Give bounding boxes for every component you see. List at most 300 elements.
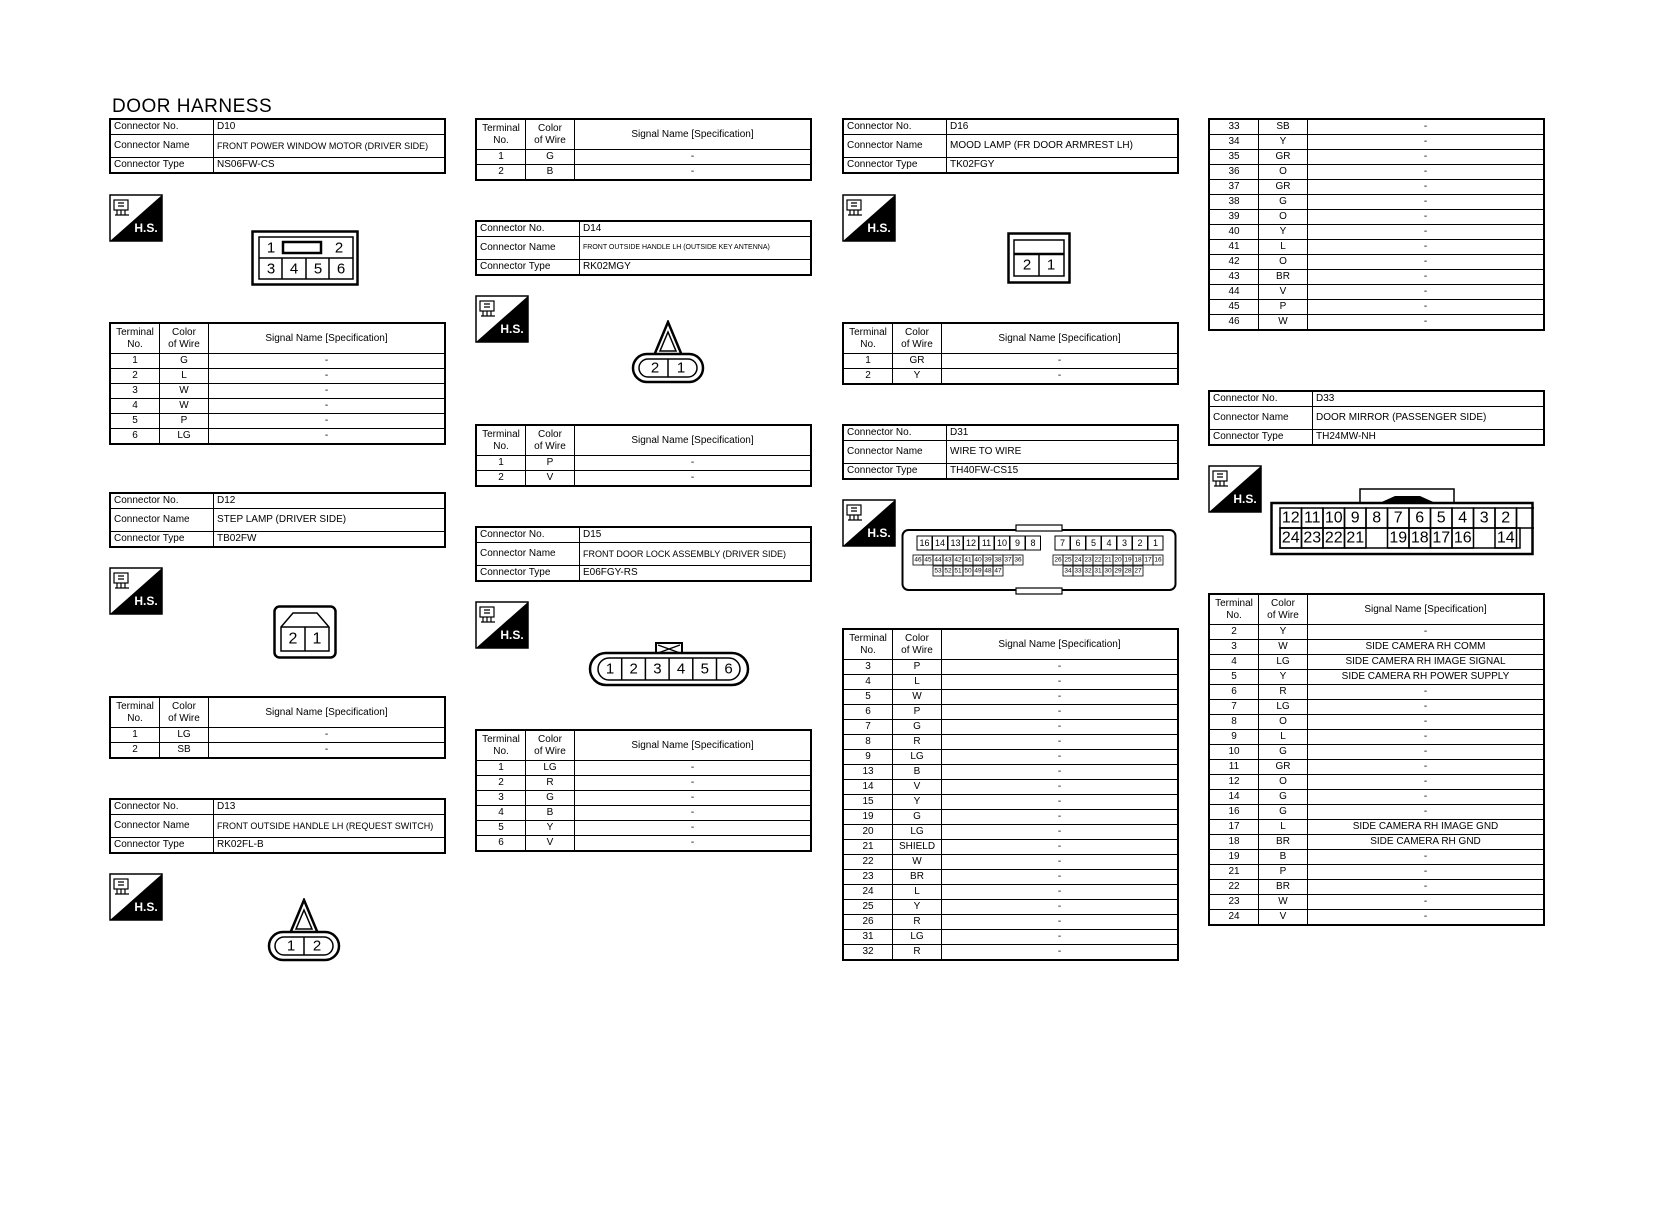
pin-number: 23	[1303, 529, 1322, 547]
table-row	[110, 354, 445, 369]
harness-side-icon	[842, 194, 896, 242]
pin-number: 1	[266, 239, 276, 257]
signal-name: -	[1308, 895, 1545, 910]
pin-number: 53	[934, 567, 942, 575]
signal-name: -	[1308, 195, 1545, 210]
signal-name: -	[942, 354, 1179, 369]
wire-color: R	[526, 776, 575, 791]
table-row	[1209, 820, 1544, 835]
connector-name-value: STEP LAMP (DRIVER SIDE)	[214, 509, 446, 532]
table-row	[843, 660, 1178, 675]
table-row	[476, 806, 811, 821]
signal-name: -	[1308, 760, 1545, 775]
connector-name-value: FRONT OUTSIDE HANDLE LH (REQUEST SWITCH)	[214, 815, 446, 838]
wire-color: L	[1259, 730, 1308, 745]
table-row	[1209, 745, 1544, 760]
pin-number: 14	[934, 538, 946, 548]
table-row	[843, 915, 1178, 930]
pin-number: 4	[1106, 538, 1112, 548]
pin-number: 11	[1303, 509, 1321, 527]
signal-name: -	[1308, 315, 1545, 331]
table-row	[1209, 685, 1544, 700]
table-row	[110, 429, 445, 445]
wire-color: G	[893, 810, 942, 825]
signal-name: -	[575, 456, 812, 471]
connector-type-value: RK02FL-B	[214, 838, 446, 854]
terminal-no: 2	[110, 743, 160, 759]
table-row	[1209, 760, 1544, 775]
pin-number: 34	[1064, 567, 1072, 575]
color-of-wire-header: Color of Wire	[1259, 594, 1308, 625]
signal-name: -	[209, 429, 446, 445]
signal-name: -	[1308, 270, 1545, 285]
connector-no-value: D33	[1313, 391, 1545, 407]
connector-type-value: TH40FW-CS15	[947, 464, 1179, 480]
table-row	[110, 414, 445, 429]
pin-number: 2	[1501, 509, 1511, 527]
connector-no-value: D16	[947, 119, 1179, 135]
hs-label: H.S.	[500, 322, 524, 336]
table-row	[476, 471, 811, 487]
pin-number: 24	[1281, 529, 1300, 547]
pin-number: 2	[629, 660, 638, 678]
color-of-wire-header: Color of Wire	[526, 730, 575, 761]
table-row	[1209, 880, 1544, 895]
table-row	[1209, 270, 1544, 285]
connector-name-value: WIRE TO WIRE	[947, 441, 1179, 464]
signal-name: -	[1308, 625, 1545, 640]
pin-number: 3	[1121, 538, 1128, 548]
terminal-no: 4	[110, 399, 160, 414]
terminal-no: 5	[476, 821, 526, 836]
terminal-no: 3	[476, 791, 526, 806]
wire-color: O	[1259, 715, 1308, 730]
connector-type-value: TK02FGY	[947, 158, 1179, 174]
terminal-no: 3	[1209, 640, 1259, 655]
table-row	[1209, 300, 1544, 315]
pin-number: 10	[996, 538, 1008, 548]
terminal-no: 12	[1209, 775, 1259, 790]
harness-side-icon	[842, 499, 896, 547]
terminal-table-d31-part2	[1208, 118, 1545, 331]
table-row	[1209, 805, 1544, 820]
pin-number: 12	[965, 538, 977, 548]
table-row	[1209, 865, 1544, 880]
signal-name: -	[1308, 745, 1545, 760]
connector-no-label: Connector No.	[110, 493, 214, 509]
wire-color: B	[1259, 850, 1308, 865]
table-row	[1209, 240, 1544, 255]
signal-name: -	[1308, 255, 1545, 270]
connector-type-value: E06FGY-RS	[580, 566, 812, 582]
signal-name: -	[209, 414, 446, 429]
table-row	[1209, 210, 1544, 225]
wire-color: Y	[893, 369, 942, 385]
pin-number: 2	[312, 937, 322, 955]
terminal-no: 15	[843, 795, 893, 810]
terminal-no: 31	[843, 930, 893, 945]
pin-number: 10	[1324, 509, 1343, 527]
terminal-table-d14	[475, 424, 812, 487]
terminal-no-header: Terminal No.	[1209, 594, 1259, 625]
pin-number: 51	[954, 567, 962, 575]
pin-number: 36	[1014, 556, 1022, 564]
pin-number: 33	[1074, 567, 1082, 575]
signal-name: -	[1308, 730, 1545, 745]
connector-no-label: Connector No.	[110, 119, 214, 135]
table-row	[1209, 910, 1544, 926]
pin-number: 16	[1154, 556, 1162, 564]
harness-side-icon	[109, 194, 163, 242]
terminal-no: 2	[476, 165, 526, 181]
wire-color: O	[1259, 210, 1308, 225]
wire-color: LG	[526, 761, 575, 776]
connector-name-value: FRONT POWER WINDOW MOTOR (DRIVER SIDE)	[214, 135, 446, 158]
wire-color: Y	[1259, 135, 1308, 150]
signal-name: -	[942, 675, 1179, 690]
wire-color: V	[526, 471, 575, 487]
signal-name: -	[1308, 285, 1545, 300]
signal-name: -	[942, 870, 1179, 885]
terminal-no-header: Terminal No.	[476, 425, 526, 456]
signal-name: -	[575, 836, 812, 852]
connector-type-label: Connector Type	[1209, 430, 1313, 446]
wire-color: W	[160, 384, 209, 399]
terminal-table-d16	[842, 322, 1179, 385]
connector-type-label: Connector Type	[110, 532, 214, 548]
wire-color: O	[1259, 775, 1308, 790]
pin-number: 5	[1090, 538, 1097, 548]
pin-number: 3	[1479, 509, 1489, 527]
pin-number: 41	[964, 556, 972, 564]
terminal-table-d31-part1	[842, 628, 1179, 961]
pin-number: 16	[919, 538, 930, 548]
terminal-no: 40	[1209, 225, 1259, 240]
connector-no-label: Connector No.	[476, 221, 580, 237]
terminal-no: 19	[1209, 850, 1259, 865]
wire-color: W	[1259, 640, 1308, 655]
signal-name: -	[575, 761, 812, 776]
connector-no-value: D13	[214, 799, 446, 815]
terminal-no: 22	[1209, 880, 1259, 895]
connector-name-value: FRONT OUTSIDE HANDLE LH (OUTSIDE KEY ANTENNA)	[580, 237, 812, 260]
signal-name: -	[209, 384, 446, 399]
terminal-no: 14	[843, 780, 893, 795]
signal-name: -	[942, 825, 1179, 840]
terminal-no: 3	[843, 660, 893, 675]
table-row	[1209, 775, 1544, 790]
wire-color: V	[526, 836, 575, 852]
wire-color: GR	[893, 354, 942, 369]
signal-name: -	[575, 806, 812, 821]
wire-color: LG	[1259, 655, 1308, 670]
connector-info-d33	[1208, 390, 1545, 446]
pin-number: 14	[1496, 529, 1515, 547]
terminal-table-d12	[109, 696, 446, 759]
table-row	[1209, 150, 1544, 165]
wire-color: G	[1259, 745, 1308, 760]
hs-label: H.S.	[134, 594, 158, 608]
table-row	[476, 761, 811, 776]
hs-label: H.S.	[1233, 492, 1257, 506]
pin-number: 1	[286, 937, 296, 955]
harness-side-icon	[475, 295, 529, 343]
pin-number: 26	[1054, 556, 1062, 564]
table-row	[843, 810, 1178, 825]
terminal-no: 16	[1209, 805, 1259, 820]
wire-color: R	[893, 945, 942, 961]
pin-number: 31	[1094, 567, 1102, 575]
connector-type-label: Connector Type	[843, 158, 947, 174]
terminal-no: 4	[476, 806, 526, 821]
signal-name: -	[1308, 240, 1545, 255]
table-row	[843, 735, 1178, 750]
connector-face-d15	[588, 642, 750, 690]
terminal-no: 41	[1209, 240, 1259, 255]
terminal-no: 10	[1209, 745, 1259, 760]
signal-name: -	[1308, 135, 1545, 150]
connector-name-label: Connector Name	[110, 135, 214, 158]
connector-name-label: Connector Name	[843, 441, 947, 464]
table-row	[1209, 255, 1544, 270]
pin-number: 1	[312, 630, 322, 648]
terminal-no: 14	[1209, 790, 1259, 805]
wire-color: GR	[1259, 180, 1308, 195]
connector-type-value: RK02MGY	[580, 260, 812, 276]
terminal-no: 13	[843, 765, 893, 780]
signal-name: SIDE CAMERA RH COMM	[1308, 640, 1545, 655]
pin-number: 4	[1458, 509, 1468, 527]
pin-number: 17	[1432, 529, 1451, 547]
pin-number: 40	[974, 556, 982, 564]
signal-name-header: Signal Name [Specification]	[942, 323, 1179, 354]
terminal-no: 5	[843, 690, 893, 705]
terminal-no: 38	[1209, 195, 1259, 210]
terminal-no: 21	[1209, 865, 1259, 880]
terminal-no: 26	[843, 915, 893, 930]
pin-number: 27	[1134, 567, 1142, 575]
wire-color: V	[1259, 910, 1308, 926]
signal-name: -	[942, 945, 1179, 961]
connector-face-d33	[1270, 488, 1534, 556]
pin-number: 18	[1410, 529, 1429, 547]
connector-no-value: D14	[580, 221, 812, 237]
connector-no-label: Connector No.	[476, 527, 580, 543]
wire-color: LG	[160, 728, 209, 743]
wire-color: LG	[893, 825, 942, 840]
pin-number: 8	[1030, 538, 1036, 548]
terminal-no: 6	[476, 836, 526, 852]
terminal-no: 6	[1209, 685, 1259, 700]
pin-number: 6	[724, 660, 733, 678]
terminal-no: 3	[110, 384, 160, 399]
terminal-no: 1	[476, 456, 526, 471]
wire-color: G	[526, 791, 575, 806]
wire-color: L	[893, 885, 942, 900]
table-row	[843, 855, 1178, 870]
pin-number: 2	[650, 359, 660, 377]
pin-number: 28	[1124, 567, 1132, 575]
signal-name-header: Signal Name [Specification]	[575, 730, 812, 761]
wire-color: R	[1259, 685, 1308, 700]
wire-color: Y	[526, 821, 575, 836]
signal-name-header: Signal Name [Specification]	[209, 323, 446, 354]
connector-info-d14	[475, 220, 812, 276]
signal-name: -	[942, 930, 1179, 945]
connector-name-value: FRONT DOOR LOCK ASSEMBLY (DRIVER SIDE)	[580, 543, 812, 566]
connector-face-d31	[901, 524, 1177, 596]
wire-color: SHIELD	[893, 840, 942, 855]
wire-color: R	[893, 735, 942, 750]
terminal-no: 32	[843, 945, 893, 961]
table-row	[476, 836, 811, 852]
signal-name: -	[209, 399, 446, 414]
terminal-no: 24	[843, 885, 893, 900]
signal-name-header: Signal Name [Specification]	[1308, 594, 1545, 625]
terminal-table-d13	[475, 118, 812, 181]
pin-number: 3	[266, 260, 276, 278]
wire-color: Y	[1259, 670, 1308, 685]
signal-name: -	[575, 471, 812, 487]
signal-name: -	[1308, 865, 1545, 880]
connector-name-label: Connector Name	[110, 815, 214, 838]
terminal-no: 37	[1209, 180, 1259, 195]
signal-name: -	[1308, 805, 1545, 820]
signal-name: -	[1308, 685, 1545, 700]
terminal-no: 6	[110, 429, 160, 445]
connector-info-d12	[109, 492, 446, 548]
wire-color: G	[160, 354, 209, 369]
terminal-no: 8	[1209, 715, 1259, 730]
table-row	[476, 791, 811, 806]
terminal-no: 2	[1209, 625, 1259, 640]
table-row	[1209, 700, 1544, 715]
page-title: DOOR HARNESS	[112, 96, 273, 117]
signal-name: -	[942, 810, 1179, 825]
connector-name-label: Connector Name	[476, 543, 580, 566]
signal-name: -	[1308, 225, 1545, 240]
table-row	[843, 780, 1178, 795]
pin-number: 45	[924, 556, 932, 564]
pin-number: 6	[1075, 538, 1081, 548]
wire-color: W	[160, 399, 209, 414]
connector-no-value: D12	[214, 493, 446, 509]
pin-number: 32	[1084, 567, 1092, 575]
signal-name: -	[942, 855, 1179, 870]
signal-name: -	[942, 795, 1179, 810]
connector-info-d13	[109, 798, 446, 854]
wire-color: Y	[893, 795, 942, 810]
connector-name-value: MOOD LAMP (FR DOOR ARMREST LH)	[947, 135, 1179, 158]
table-row	[1209, 119, 1544, 135]
wire-color: B	[893, 765, 942, 780]
wire-color: LG	[1259, 700, 1308, 715]
table-row	[1209, 790, 1544, 805]
pin-number: 46	[914, 556, 922, 564]
table-row	[476, 456, 811, 471]
color-of-wire-header: Color of Wire	[526, 119, 575, 150]
signal-name: -	[942, 915, 1179, 930]
wire-color: G	[1259, 195, 1308, 210]
signal-name-header: Signal Name [Specification]	[942, 629, 1179, 660]
terminal-no: 2	[476, 776, 526, 791]
connector-name-label: Connector Name	[476, 237, 580, 260]
terminal-no: 1	[110, 728, 160, 743]
table-row	[1209, 135, 1544, 150]
wire-color: G	[1259, 805, 1308, 820]
terminal-no: 5	[1209, 670, 1259, 685]
pin-number: 30	[1104, 567, 1112, 575]
table-row	[1209, 655, 1544, 670]
terminal-no: 9	[843, 750, 893, 765]
terminal-no: 7	[843, 720, 893, 735]
signal-name: -	[1308, 210, 1545, 225]
pin-number: 11	[981, 538, 992, 548]
signal-name: SIDE CAMERA RH POWER SUPPLY	[1308, 670, 1545, 685]
pin-number: 1	[1152, 538, 1159, 548]
pin-number: 1	[1046, 256, 1056, 274]
wire-color: O	[1259, 165, 1308, 180]
color-of-wire-header: Color of Wire	[893, 323, 942, 354]
terminal-no: 11	[1209, 760, 1259, 775]
connector-type-label: Connector Type	[476, 566, 580, 582]
wire-color: G	[893, 720, 942, 735]
connector-no-value: D31	[947, 425, 1179, 441]
table-row	[843, 870, 1178, 885]
wire-color: G	[526, 150, 575, 165]
table-row	[843, 750, 1178, 765]
table-row	[110, 399, 445, 414]
signal-name: -	[575, 821, 812, 836]
wire-color: P	[1259, 300, 1308, 315]
terminal-no-header: Terminal No.	[843, 323, 893, 354]
color-of-wire-header: Color of Wire	[160, 323, 209, 354]
terminal-no: 46	[1209, 315, 1259, 331]
pin-number: 2	[334, 239, 344, 257]
pin-number: 39	[984, 556, 992, 564]
pin-number: 5	[1436, 509, 1446, 527]
wire-color: LG	[160, 429, 209, 445]
signal-name-header: Signal Name [Specification]	[575, 425, 812, 456]
pin-number: 25	[1064, 556, 1072, 564]
signal-name: -	[942, 705, 1179, 720]
wire-color: L	[1259, 820, 1308, 835]
pin-number: 6	[336, 260, 346, 278]
signal-name: -	[1308, 715, 1545, 730]
wire-color: B	[526, 806, 575, 821]
signal-name: -	[575, 165, 812, 181]
color-of-wire-header: Color of Wire	[893, 629, 942, 660]
signal-name: -	[942, 720, 1179, 735]
wire-color: BR	[1259, 880, 1308, 895]
pin-number: 29	[1114, 567, 1122, 575]
wire-color: SB	[160, 743, 209, 759]
table-row	[1209, 165, 1544, 180]
signal-name: -	[942, 750, 1179, 765]
connector-type-value: NS06FW-CS	[214, 158, 446, 174]
signal-name-header: Signal Name [Specification]	[575, 119, 812, 150]
table-row	[476, 821, 811, 836]
table-row	[476, 165, 811, 181]
pin-number: 21	[1104, 556, 1112, 564]
signal-name: -	[1308, 790, 1545, 805]
pin-number: 12	[1281, 509, 1300, 527]
connector-no-label: Connector No.	[110, 799, 214, 815]
table-row	[1209, 225, 1544, 240]
table-row	[110, 728, 445, 743]
terminal-no: 35	[1209, 150, 1259, 165]
pin-number: 2	[1022, 256, 1032, 274]
